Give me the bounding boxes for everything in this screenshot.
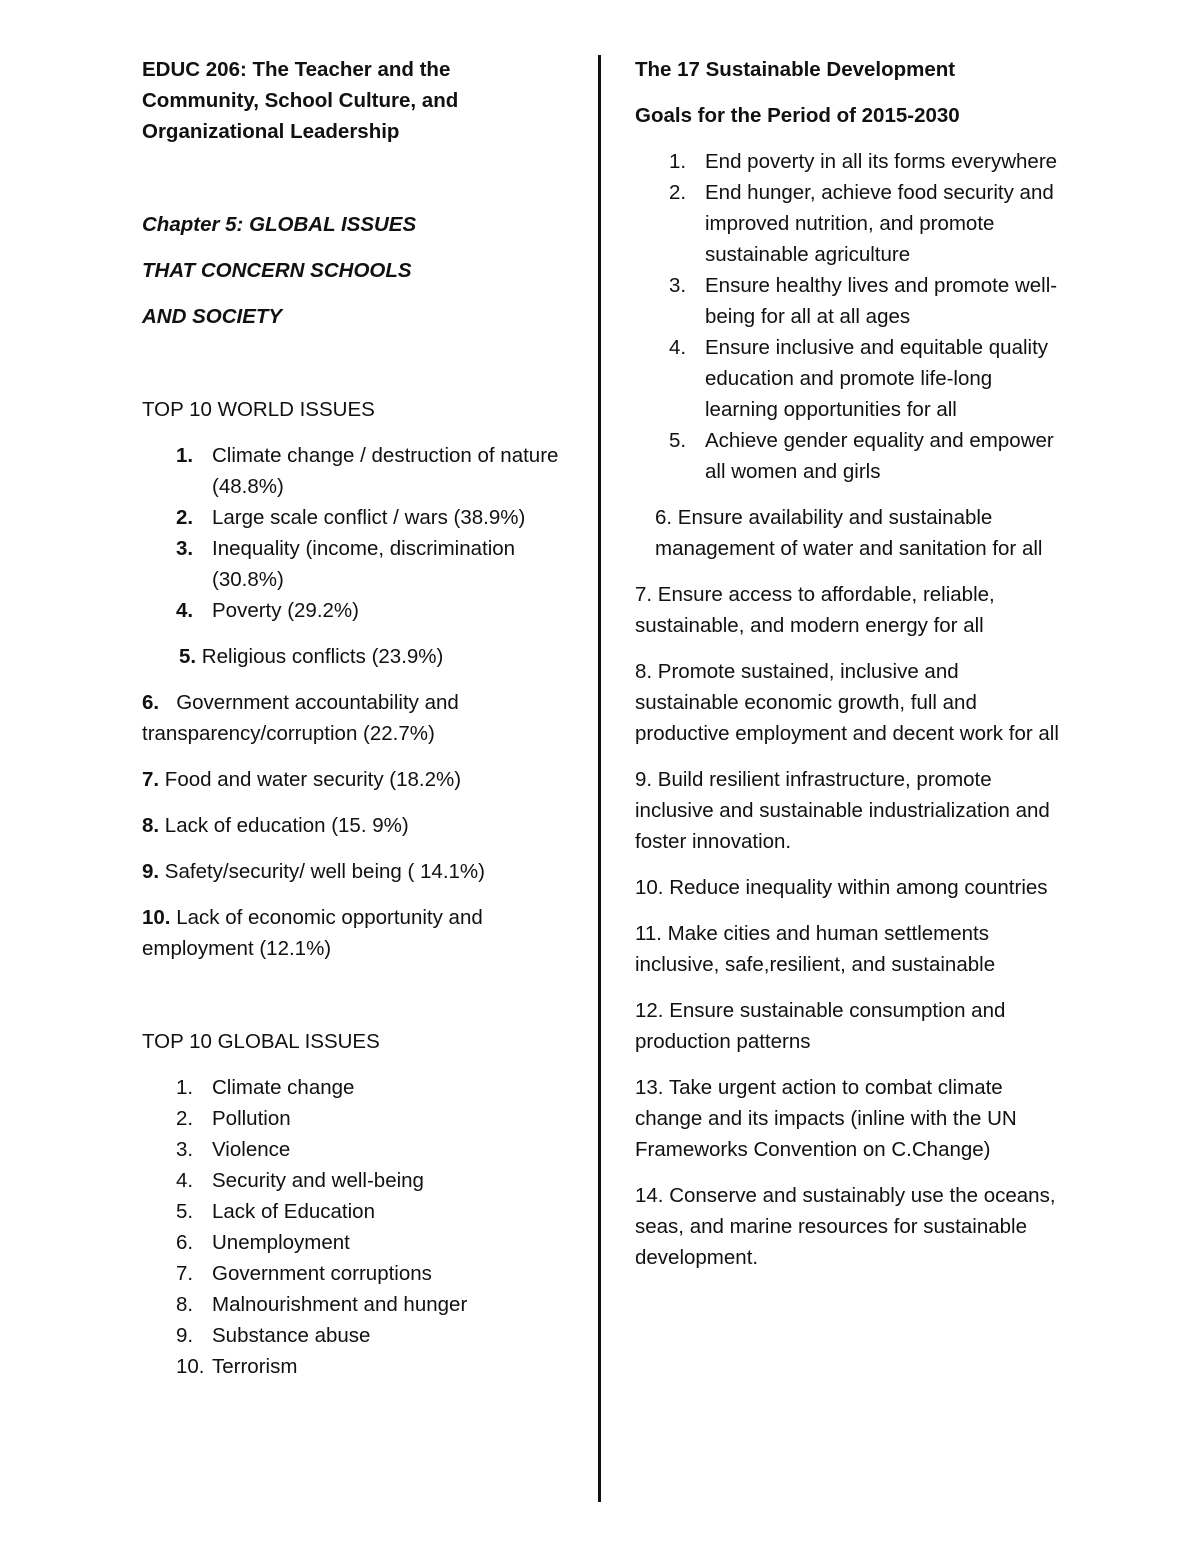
list-number: 8. (176, 1293, 194, 1316)
list-item (142, 1227, 572, 1258)
list-text: Security and well-being (212, 1169, 424, 1192)
list-text: Take urgent action to combat climate change and its impacts (inline with the UN Frameworks Convention on C.Change) (635, 1076, 1017, 1161)
list-number: 13. (635, 1076, 664, 1099)
list-number: 6. (142, 691, 160, 714)
list-text: Ensure healthy lives and promote well-being for all at all ages (705, 274, 1058, 328)
course-title (142, 54, 572, 147)
list-item (635, 146, 1065, 177)
list-number: 7. (142, 768, 160, 791)
list-text: Achieve gender equality and empower all women and girls (705, 429, 1054, 483)
list-text: Inequality (income, discrimination (30.8%) (212, 537, 516, 591)
list-number: 1. (176, 444, 194, 467)
chapter-title (142, 209, 572, 332)
sdg-list (635, 146, 1065, 487)
list-text: Unemployment (212, 1231, 350, 1254)
world-issues-list (142, 440, 572, 626)
list-text: Pollution (212, 1107, 291, 1130)
column-divider (598, 55, 601, 1502)
list-item (142, 1165, 572, 1196)
list-number: 4. (176, 599, 194, 622)
list-item (635, 177, 1065, 270)
list-number: 5. (176, 1200, 194, 1223)
list-number: 9. (142, 860, 160, 883)
list-item (142, 1103, 572, 1134)
list-item (635, 425, 1065, 487)
list-item (142, 1351, 572, 1382)
list-text: Reduce inequality within among countries (663, 876, 1048, 899)
list-item (142, 1258, 572, 1289)
list-item (635, 764, 1065, 857)
list-number: 11. (635, 922, 662, 945)
right-column (635, 54, 1065, 1273)
list-item (142, 533, 572, 595)
list-text: Government accountability and transparency/corruption (22.7%) (142, 691, 465, 745)
list-text: Religious conflicts (23.9%) (196, 645, 444, 668)
list-item (142, 810, 572, 841)
world-issues-heading: TOP 10 WORLD ISSUES (142, 398, 375, 421)
list-text: End poverty in all its forms everywhere (705, 150, 1058, 173)
list-number: 4. (669, 336, 687, 359)
list-text: Violence (212, 1138, 291, 1161)
list-item (142, 687, 572, 749)
left-column (142, 54, 572, 1382)
list-item (635, 1072, 1065, 1165)
list-text: Large scale conflict / wars (38.9%) (212, 506, 526, 529)
list-item (635, 270, 1065, 332)
list-item (635, 332, 1065, 425)
list-text: Promote sustained, inclusive and sustainable economic growth, full and productive employment and decent work for all (635, 660, 1059, 745)
list-item (635, 995, 1065, 1057)
list-number: 10. (176, 1355, 205, 1378)
course-title-line: Organizational Leadership (142, 120, 400, 143)
list-number: 10. (142, 906, 171, 929)
list-number: 14. (635, 1184, 664, 1207)
list-number: 2. (176, 1107, 194, 1130)
list-number: 10. (635, 876, 664, 899)
list-text: Lack of economic opportunity and employment (12.1%) (142, 906, 483, 960)
sdg-heading: The 17 Sustainable Development (635, 58, 956, 81)
list-number: 8. (142, 814, 160, 837)
list-item (142, 595, 572, 626)
chapter-title-line: Chapter 5: GLOBAL ISSUES (142, 213, 417, 236)
list-item (142, 502, 572, 533)
list-item (142, 641, 572, 672)
list-number: 1. (176, 1076, 194, 1099)
list-text: Food and water security (18.2%) (159, 768, 462, 791)
list-item (142, 764, 572, 795)
list-text: Substance abuse (212, 1324, 371, 1347)
list-text: Ensure inclusive and equitable quality education and promote life-long learning opportunities for all (705, 336, 1049, 421)
list-item (142, 1196, 572, 1227)
list-text: End hunger, achieve food security and improved nutrition, and promote sustainable agriculture (705, 181, 1054, 266)
list-text: Make cities and human settlements inclusive, safe,resilient, and sustainable (635, 922, 996, 976)
list-text: Malnourishment and hunger (212, 1293, 468, 1316)
list-item (635, 579, 1065, 641)
list-text: Climate change (212, 1076, 355, 1099)
list-item (635, 918, 1065, 980)
list-text: Terrorism (212, 1355, 298, 1378)
list-item (142, 1072, 572, 1103)
list-number: 3. (669, 274, 687, 297)
list-text: Lack of Education (212, 1200, 375, 1223)
list-item (142, 1320, 572, 1351)
course-title-line: Community, School Culture, and (142, 89, 459, 112)
list-number: 1. (669, 150, 687, 173)
list-number: 3. (176, 1138, 194, 1161)
list-number: 5. (669, 429, 687, 452)
list-number: 7. (635, 583, 653, 606)
list-text: Poverty (29.2%) (212, 599, 359, 622)
list-text: Lack of education (15. 9%) (159, 814, 409, 837)
global-issues-list (142, 1072, 572, 1382)
list-item (142, 856, 572, 887)
list-number: 4. (176, 1169, 194, 1192)
list-number: 8. (635, 660, 653, 683)
list-item (142, 902, 572, 964)
list-item (635, 502, 1065, 564)
sdg-subheading: Goals for the Period of 2015-2030 (635, 104, 960, 127)
list-number: 3. (176, 537, 194, 560)
list-number: 5. (179, 645, 197, 668)
list-text: Safety/security/ well being ( 14.1%) (159, 860, 485, 883)
list-item (635, 1180, 1065, 1273)
list-number: 9. (635, 768, 653, 791)
list-text: Climate change / destruction of nature (48.8%) (212, 444, 559, 498)
list-number: 2. (176, 506, 194, 529)
list-text: Ensure availability and sustainable management of water and sanitation for all (655, 506, 1043, 560)
list-number: 12. (635, 999, 664, 1022)
course-title-line: EDUC 206: The Teacher and the (142, 58, 451, 81)
list-item (635, 656, 1065, 749)
global-issues-heading: TOP 10 GLOBAL ISSUES (142, 1030, 380, 1053)
list-item (142, 440, 572, 502)
list-item (142, 1289, 572, 1320)
list-number: 6. (655, 506, 673, 529)
list-text: Ensure access to affordable, reliable, sustainable, and modern energy for all (635, 583, 995, 637)
list-number: 7. (176, 1262, 194, 1285)
list-text: Government corruptions (212, 1262, 432, 1285)
list-number: 9. (176, 1324, 194, 1347)
list-text: Ensure sustainable consumption and production patterns (635, 999, 1006, 1053)
list-number: 2. (669, 181, 687, 204)
list-number: 6. (176, 1231, 194, 1254)
list-text: Conserve and sustainably use the oceans, seas, and marine resources for sustainable development. (635, 1184, 1056, 1269)
list-item (142, 1134, 572, 1165)
chapter-title-line: AND SOCIETY (142, 305, 283, 328)
chapter-title-line: THAT CONCERN SCHOOLS (142, 259, 412, 282)
list-item (635, 872, 1065, 903)
list-text: Build resilient infrastructure, promote inclusive and sustainable industrialization and foster innovation. (635, 768, 1050, 853)
